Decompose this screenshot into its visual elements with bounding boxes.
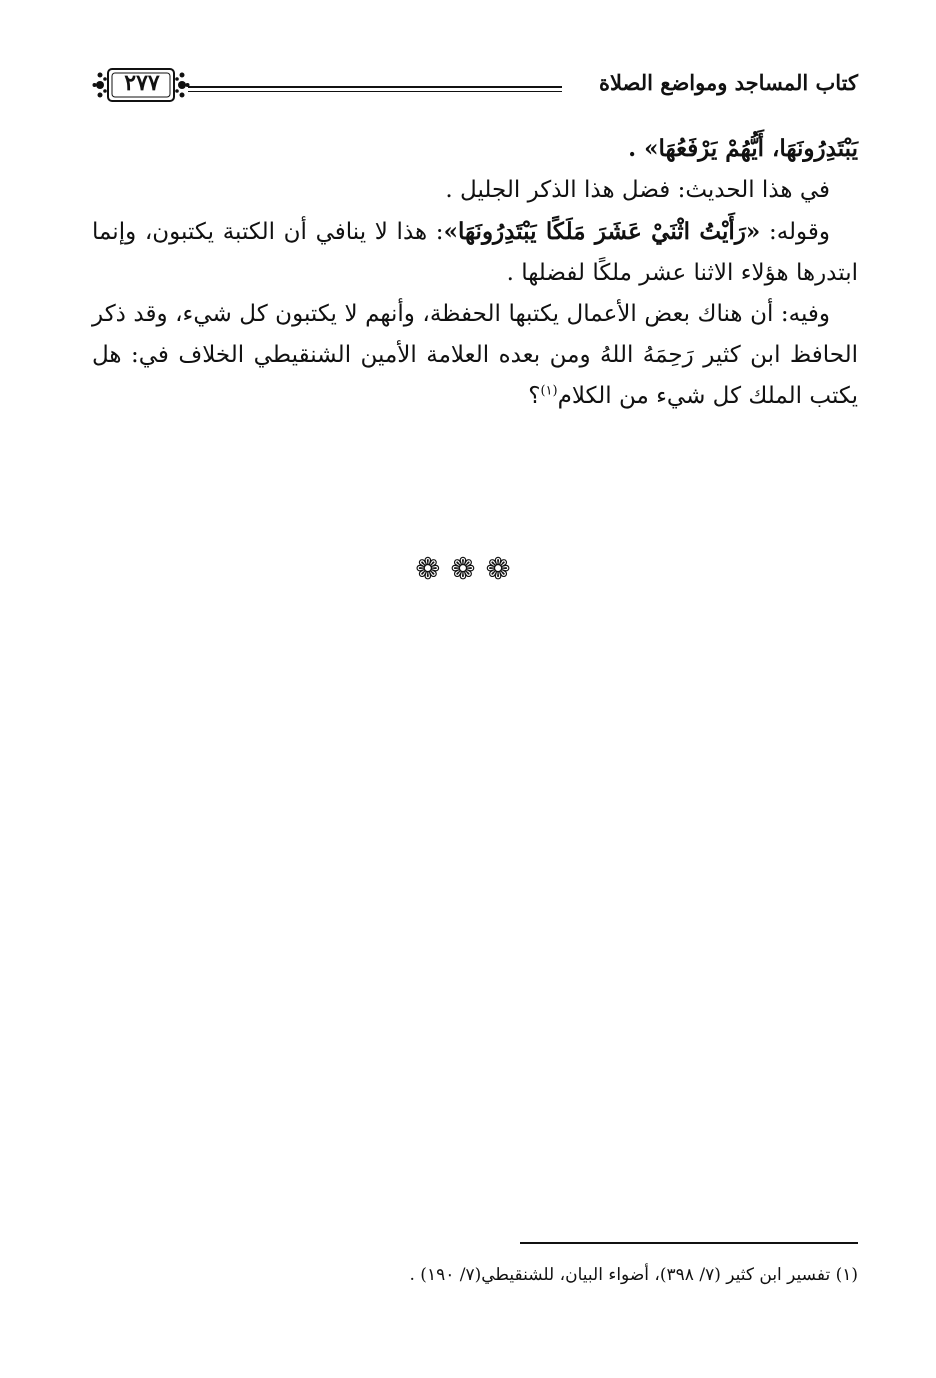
footnote-rule [520,1242,858,1244]
paragraph-2-quote: «رَأَيْتُ اثْنَيْ عَشَرَ مَلَكًا يَبْتَدِرُونَهَا» [443,218,761,245]
continuation-line [92,128,858,170]
paragraph-1: في هذا الحديث: فضل هذا الذكر الجليل . [445,177,830,203]
main-text [92,128,858,417]
paragraph-2 [92,211,858,294]
section-separator-icon: ❁❁❁ [415,552,521,587]
running-title: كتاب المساجد ومواضع الصلاة [598,70,858,95]
header-rule [188,86,562,92]
paragraph-2-lead: وقوله: [760,219,831,245]
page-number-badge [92,64,190,106]
paragraph-3-main: وفيه: أن هناك بعض الأعمال يكتبها الحفظة، وأنهم لا يكتبون كل شيء، وقد ذكر الحافظ ابن كثير رَحِمَهُ اللهُ ومن بعده العلامة الأمين الشنقيطي الخلاف في: هل يكتب الملك كل شيء من الكلام [92,301,858,409]
page-header [92,62,858,112]
footnote: (١) تفسير ابن كثير (٧/ ٣٩٨)، أضواء البيان، للشنقيطي(٧/ ١٩٠) . [409,1265,858,1285]
page-number: ٢٧٧ [124,70,160,96]
paragraph-3 [92,294,858,417]
hadith-quote-end: يَبْتَدِرُونَهَا، أَيُّهُمْ يَرْفَعُهَا» . [628,135,858,162]
footnote-ref[interactable]: (١) [540,383,558,399]
paragraph-3-end: ؟ [528,383,541,409]
paragraph-2-rest: : هذا لا ينافي أن الكتبة يكتبون، وإنما ابتدرها هؤلاء الاثنا عشر ملكًا لفضلها . [92,219,858,286]
